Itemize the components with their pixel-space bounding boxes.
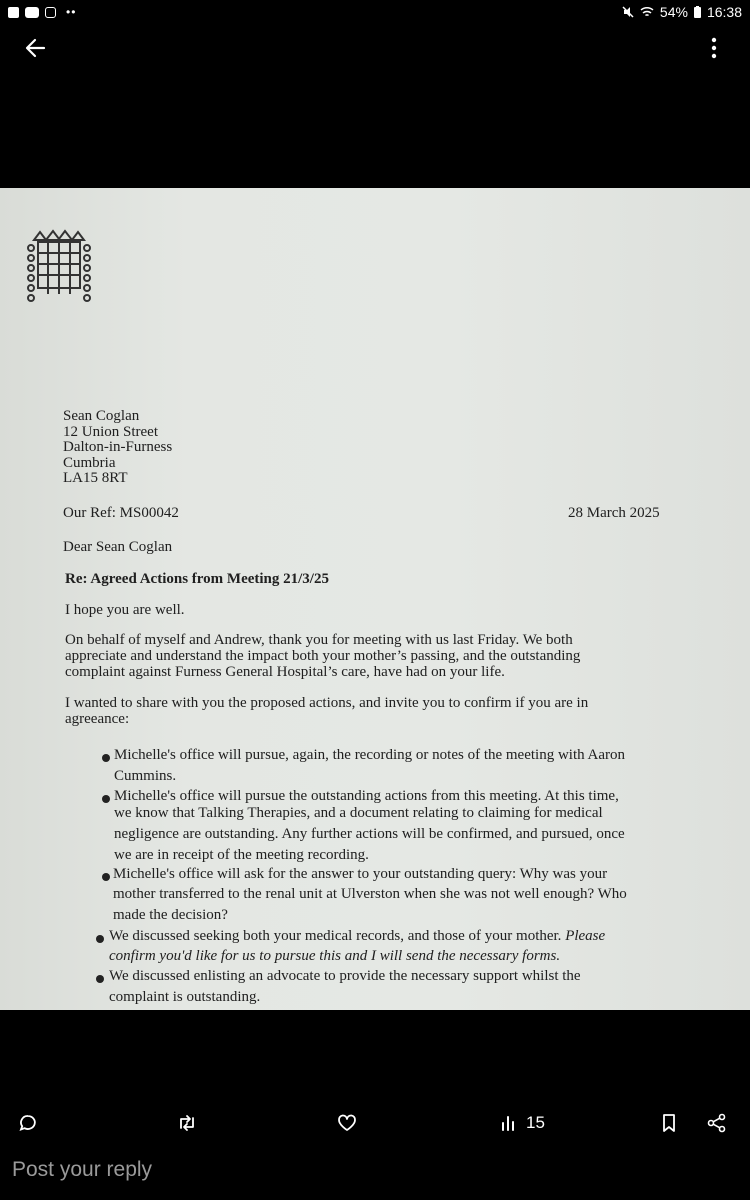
letter-image[interactable] [0,188,750,1010]
bookmark-icon [660,1113,678,1133]
youtube-icon [25,7,39,18]
bullet-icon [96,975,104,983]
recipient-address [63,408,172,486]
bullet-3-line-3: made the decision? [113,907,228,923]
like-button[interactable] [336,1112,358,1134]
bullet-1-line-2: Cummins. [114,768,177,784]
bullet-5-line-2: complaint is outstanding. [109,989,261,1005]
comment-icon [18,1113,38,1133]
paragraph-2-line-2: agreeance: [65,711,130,727]
more-options-button[interactable] [700,34,728,62]
share-icon [707,1113,727,1133]
share-button[interactable] [707,1112,727,1134]
bullet-icon [102,754,110,762]
battery-level: 54% [659,4,688,20]
letter-date: 28 March 2025 [568,505,660,521]
clock: 16:38 [706,4,742,20]
bullet-4-text: We discussed seeking both your medical records, and those of your mother. [109,928,562,944]
post-actions-bar [0,1100,750,1146]
wifi-icon [640,6,654,18]
recipient-town: Dalton-in-Furness [63,439,173,455]
mute-icon [622,6,634,18]
facebook-icon [8,7,19,18]
battery-icon [694,6,701,18]
bullet-4-line-1 [109,928,605,944]
bullet-2-line-1: Michelle's office will pursue the outstanding actions from this meeting. At this time, [114,788,619,804]
bullet-icon [102,873,110,881]
bullet-icon [102,795,110,803]
bullet-3-line-1: Michelle's office will ask for the answer to your outstanding query: Why was your [113,866,608,882]
heart-icon [336,1113,358,1133]
bullet-2-line-2: we know that Talking Therapies, and a document relating to claiming for medical [114,805,603,821]
instagram-icon [45,7,56,18]
recipient-county: Cumbria [63,454,116,471]
arrow-left-icon [22,34,50,62]
paragraph-1-line-2: appreciate and understand the impact both your mother’s passing, and the outstanding [65,648,581,664]
bullet-3-line-2: mother transferred to the renal unit at Ulverston when she was not well enough? Who [113,886,627,902]
reference-number: Our Ref: MS00042 [63,505,179,521]
bullet-1-line-1: Michelle's office will pursue, again, the recording or notes of the meeting with Aaron [114,747,626,763]
recipient-street: 12 Union Street [63,423,158,440]
repost-button[interactable] [176,1112,198,1134]
notification-icons [8,5,76,19]
more-vertical-icon [700,34,728,62]
views-count: 15 [526,1113,545,1132]
reply-button[interactable] [18,1112,38,1134]
bullet-2-line-3: negligence are outstanding. Any further actions will be confirmed, and pursued, once [114,826,625,842]
bullet-2-line-4: we are in receipt of the meeting recording. [114,847,369,863]
bullet-4-italic-tail: Please [565,928,606,944]
bookmark-button[interactable] [660,1112,678,1134]
back-button[interactable] [22,34,50,62]
paragraph-1-line-3: complaint against Furness General Hospital’s care, have had on your life. [65,664,505,680]
bar-chart-icon [500,1114,518,1132]
status-bar [0,0,750,24]
repost-icon [176,1113,198,1133]
subject-line: Re: Agreed Actions from Meeting 21/3/25 [65,571,329,587]
opening-line: I hope you are well. [65,602,185,618]
bullet-icon [96,935,104,943]
views-button[interactable] [500,1112,545,1134]
salutation: Dear Sean Coglan [63,539,173,555]
recipient-postcode: LA15 8RT [63,470,128,486]
reply-input[interactable]: Post your reply [12,1158,153,1181]
paragraph-1-line-1: On behalf of myself and Andrew, thank you for meeting with us last Friday. We both [65,632,573,648]
paragraph-2-line-1: I wanted to share with you the proposed actions, and invite you to confirm if you are in [65,695,589,711]
system-icons [622,4,742,20]
portcullis-emblem [26,228,92,306]
recipient-name: Sean Coglan [63,408,140,424]
bullet-5-line-1: We discussed enlisting an advocate to provide the necessary support whilst the [109,968,581,984]
more-notifications-icon: •• [66,5,77,19]
bullet-4-line-2: confirm you'd like for us to pursue this and I will send the necessary forms. [109,948,561,964]
